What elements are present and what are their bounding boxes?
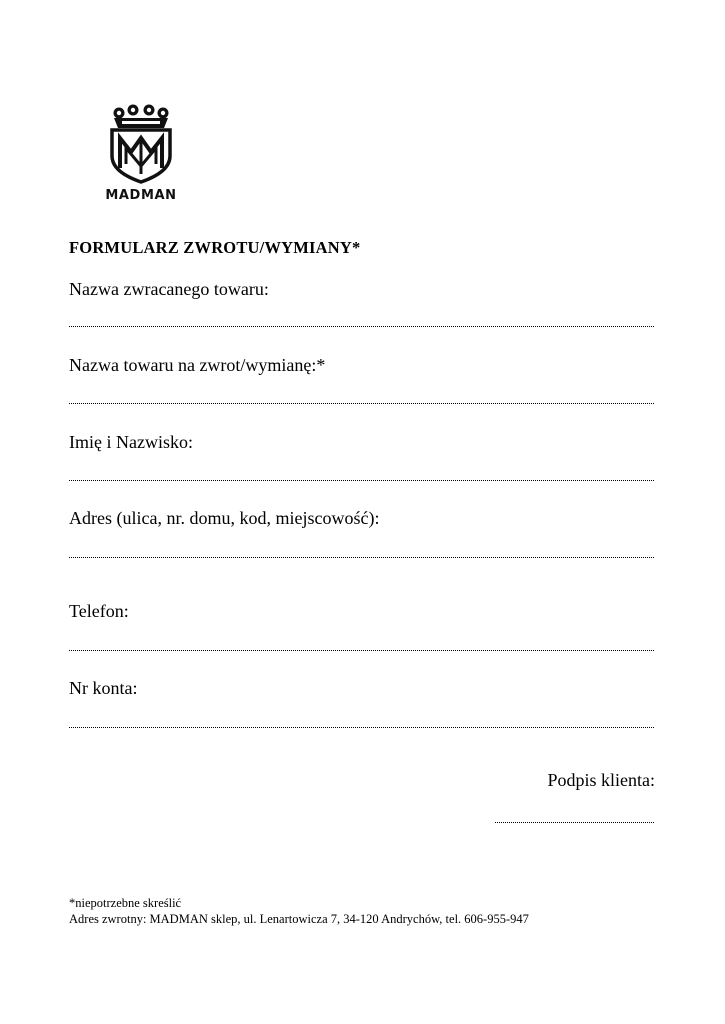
field-label-returned-item: Nazwa zwracanego towaru: xyxy=(69,279,269,299)
phone-field[interactable] xyxy=(69,650,654,651)
field-label-exchange-item: Nazwa towaru na zwrot/wymianę:* xyxy=(69,355,326,375)
signature-label: Podpis klienta: xyxy=(547,770,655,790)
account-number-field[interactable] xyxy=(69,727,654,728)
logo-wordmark: MADMAN xyxy=(105,188,177,203)
full-name-field[interactable] xyxy=(69,480,654,481)
returned-item-field[interactable] xyxy=(69,326,654,327)
field-label-full-name: Imię i Nazwisko: xyxy=(69,432,193,452)
address-field[interactable] xyxy=(69,557,654,558)
madman-logo xyxy=(104,104,178,208)
return-address: Adres zwrotny: MADMAN sklep, ul. Lenartowicza 7, 34-120 Andrychów, tel. 606-955-947 xyxy=(69,912,529,926)
field-label-account-number: Nr konta: xyxy=(69,678,138,698)
signature-field[interactable] xyxy=(495,822,654,823)
exchange-item-field[interactable] xyxy=(69,403,654,404)
field-label-address: Adres (ulica, nr. domu, kod, miejscowość): xyxy=(69,508,380,528)
field-label-phone: Telefon: xyxy=(69,601,129,621)
form-title: FORMULARZ ZWROTU/WYMIANY* xyxy=(69,238,361,257)
footnote-strike-out: *niepotrzebne skreślić xyxy=(69,896,182,910)
crown-shield-icon xyxy=(104,104,178,184)
